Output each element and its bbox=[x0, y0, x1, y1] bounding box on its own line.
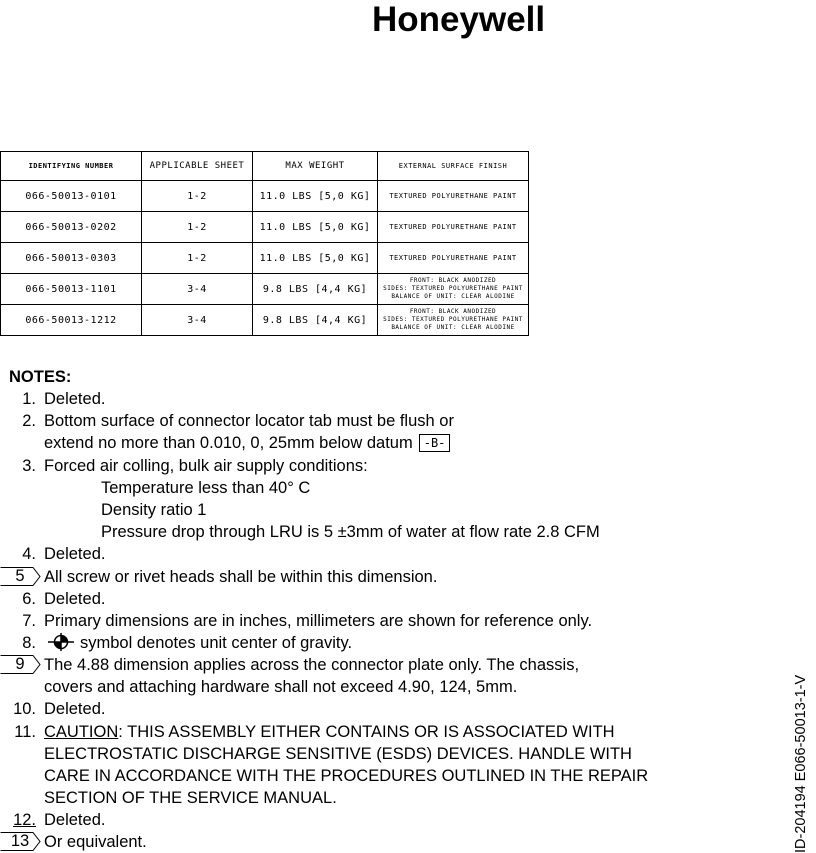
finish-line: TEXTURED POLYURETHANE PAINT bbox=[389, 223, 517, 231]
note-text: Or equivalent. bbox=[44, 833, 147, 851]
table-row bbox=[1, 305, 529, 336]
note-text: Deleted. bbox=[44, 700, 106, 718]
note-number: 8. bbox=[22, 634, 36, 652]
caution-label: CAUTION bbox=[44, 723, 119, 741]
finish-line: TEXTURED POLYURETHANE PAINT bbox=[389, 254, 517, 262]
table-row bbox=[1, 212, 529, 243]
note-text: All screw or rivet heads shall be within this dimension. bbox=[44, 568, 438, 586]
note-text: ELECTROSTATIC DISCHARGE SENSITIVE (ESDS) DEVICES. HANDLE WITH bbox=[44, 745, 632, 763]
finish-line: SIDES: TEXTURED POLYURETHANE PAINT bbox=[383, 285, 523, 292]
center-of-gravity-icon bbox=[48, 633, 74, 651]
flag-note-icon bbox=[0, 832, 40, 850]
cell-sheet: 1-2 bbox=[142, 243, 253, 274]
finish-line: SIDES: TEXTURED POLYURETHANE PAINT bbox=[383, 316, 523, 323]
finish-line: BALANCE OF UNIT: CLEAR ALODINE bbox=[391, 324, 515, 331]
cell-finish bbox=[378, 181, 529, 212]
note-number: 12. bbox=[13, 811, 36, 829]
finish-line: BALANCE OF UNIT: CLEAR ALODINE bbox=[391, 293, 515, 300]
note-number: 4. bbox=[22, 545, 36, 563]
header-applicable-sheet: APPLICABLE SHEET bbox=[142, 152, 253, 181]
note-number: 11. bbox=[14, 723, 36, 741]
note-text: extend no more than 0.010, 0, 25mm below datum -B- bbox=[44, 432, 450, 454]
header-identifying-number: IDENTIFYING NUMBER bbox=[1, 152, 142, 181]
table-row bbox=[1, 181, 529, 212]
finish-line: FRONT: BLACK ANODIZED bbox=[409, 308, 497, 315]
cell-finish bbox=[378, 305, 529, 336]
cell-sheet: 1-2 bbox=[142, 212, 253, 243]
document-id: ID-204194 E066-50013-1-V bbox=[793, 674, 809, 853]
honeywell-logo: Honeywell bbox=[372, 0, 546, 39]
note-text: Density ratio 1 bbox=[101, 501, 207, 519]
note-text: Deleted. bbox=[44, 811, 106, 829]
note-text: Temperature less than 40° C bbox=[101, 479, 311, 497]
datum-b-box: -B- bbox=[419, 434, 451, 452]
cell-id: 066-50013-0202 bbox=[1, 212, 142, 243]
cell-sheet: 3-4 bbox=[142, 274, 253, 305]
cell-id: 066-50013-0303 bbox=[1, 243, 142, 274]
finish-line: FRONT: BLACK ANODIZED bbox=[409, 277, 497, 284]
header-surface-finish: EXTERNAL SURFACE FINISH bbox=[378, 152, 529, 181]
note-text: CAUTION: THIS ASSEMBLY EITHER CONTAINS OR IS ASSOCIATED WITH bbox=[44, 723, 615, 741]
note-number: 10. bbox=[13, 700, 36, 718]
cell-id: 066-50013-1212 bbox=[1, 305, 142, 336]
note-number: 7. bbox=[22, 612, 36, 630]
cell-id: 066-50013-0101 bbox=[1, 181, 142, 212]
identifying-number-table bbox=[0, 151, 529, 336]
notes-title: NOTES: bbox=[9, 368, 72, 386]
note-text: Pressure drop through LRU is 5 ±3mm of water at flow rate 2.8 CFM bbox=[101, 523, 600, 541]
table-row bbox=[1, 274, 529, 305]
flag-note-icon bbox=[0, 655, 40, 673]
note-text: symbol denotes unit center of gravity. bbox=[48, 632, 352, 654]
cell-id: 066-50013-1101 bbox=[1, 274, 142, 305]
flag-note-icon bbox=[0, 567, 40, 585]
header-max-weight: MAX WEIGHT bbox=[253, 152, 378, 181]
cell-sheet: 1-2 bbox=[142, 181, 253, 212]
cell-weight: 9.8 LBS [4,4 KG] bbox=[253, 274, 378, 305]
note-text: Bottom surface of connector locator tab must be flush or bbox=[44, 412, 454, 430]
table-row bbox=[1, 243, 529, 274]
flag-number: 5 bbox=[15, 567, 25, 585]
note-number: 6. bbox=[22, 590, 36, 608]
table-header-row bbox=[1, 152, 529, 181]
cell-weight: 11.0 LBS [5,0 KG] bbox=[253, 243, 378, 274]
cell-weight: 9.8 LBS [4,4 KG] bbox=[253, 305, 378, 336]
cell-finish bbox=[378, 274, 529, 305]
flag-number: 13 bbox=[10, 832, 30, 850]
cell-weight: 11.0 LBS [5,0 KG] bbox=[253, 181, 378, 212]
note-number: 1. bbox=[22, 390, 36, 408]
note-text: Deleted. bbox=[44, 390, 106, 408]
flag-number: 9 bbox=[15, 655, 25, 673]
note-text: Primary dimensions are in inches, millimeters are shown for reference only. bbox=[44, 612, 593, 630]
note-text: Deleted. bbox=[44, 545, 106, 563]
finish-line: TEXTURED POLYURETHANE PAINT bbox=[389, 192, 517, 200]
cell-sheet: 3-4 bbox=[142, 305, 253, 336]
cell-weight: 11.0 LBS [5,0 KG] bbox=[253, 212, 378, 243]
note-text: SECTION OF THE SERVICE MANUAL. bbox=[44, 789, 337, 807]
note-number: 2. bbox=[22, 412, 36, 430]
note-text: CARE IN ACCORDANCE WITH THE PROCEDURES OUTLINED IN THE REPAIR bbox=[44, 767, 649, 785]
note-text: The 4.88 dimension applies across the connector plate only. The chassis, bbox=[44, 656, 580, 674]
note-text: covers and attaching hardware shall not exceed 4.90, 124, 5mm. bbox=[44, 678, 518, 696]
note-text: Forced air colling, bulk air supply conditions: bbox=[44, 457, 368, 475]
note-text: Deleted. bbox=[44, 590, 106, 608]
cell-finish bbox=[378, 212, 529, 243]
note-number: 3. bbox=[22, 457, 36, 475]
cell-finish bbox=[378, 243, 529, 274]
